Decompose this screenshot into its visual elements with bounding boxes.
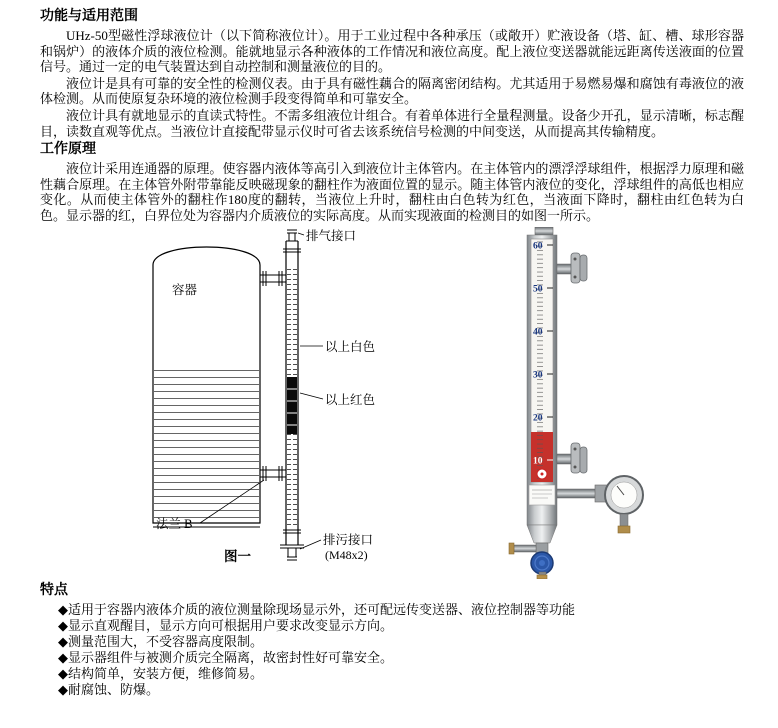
scale-number-10: 10 xyxy=(533,456,543,467)
figure2-product-photo xyxy=(502,227,672,579)
label-white-above: 以上白色 xyxy=(325,339,376,354)
paragraph-intro-1: UHz-50型磁性浮球液位计（以下简称液位计）。用于工业过程中各种承压（或敞开）贮液设备（塔、缸、槽、球形容器和锅炉）的液体介质的液位检测。能就地显示各种液体的工作情况和液位高度。配上液位变送器就能远距离传送液面的位置信号。通过一定的电气装置达到自动控制和测量液位的目的。 xyxy=(40,28,744,75)
vessel-drawing xyxy=(153,247,260,527)
bottom-nozzle xyxy=(260,466,286,481)
scale-number-60: 60 xyxy=(533,241,543,252)
section-heading-working-principle: 工作原理 xyxy=(40,142,96,158)
gauge-tube-drawing xyxy=(280,230,304,560)
features-list xyxy=(40,602,744,698)
label-exhaust-port: 排气接口 xyxy=(306,228,357,243)
paragraph-principle: 液位计采用连通器的原理。使容器内液体等高引入到液位计主体管内。在主体管内的漂浮浮球组件，根据浮力原理和磁性藕合原理。在主体管外附带靠能反映磁现象的翻柱作为液面位置的显示。随主体管内液位的变化，浮球组件的高低也相应变化。从而使主体管外的翻柱作180度的翻转，当液位上升时，翻柱由白色转为红色，当液面下降时，翻柱由红色转为白色。显示器的红，白界位处为容器内介质液位的实际高度。从而实现液面的检测目的如图一所示。 xyxy=(40,161,744,223)
feature-item: ◆测量范围大，不受容器高度限制。 xyxy=(58,633,263,649)
nameplate xyxy=(529,485,555,505)
feature-item: ◆显示器组件与被测介质完全隔离，故密封性好可靠安全。 xyxy=(58,649,393,665)
feature-item: ◆显示直观醒目，显示方向可根据用户要求改变显示方向。 xyxy=(58,617,393,633)
label-vessel: 容器 xyxy=(172,282,198,297)
lower-process-flange xyxy=(557,443,587,473)
paragraph-intro-3: 液位计具有就地显示的直读式特性。不需多组液位计组合。有着单体进行全量程测量。设备少开孔，显示清晰，标志醒目，读数直观等优点。当液位计直接配带显示仪时可省去该系统信号检测的中间变送，从而提高其传输精度。 xyxy=(40,107,744,139)
figure1-line-drawing xyxy=(148,227,438,579)
section-heading-features: 特点 xyxy=(40,582,68,598)
top-nozzle xyxy=(260,271,286,286)
label-flange-b: 法兰 B xyxy=(156,516,193,531)
label-red-above: 以上红色 xyxy=(325,392,376,407)
feature-item: ◆耐腐蚀、防爆。 xyxy=(58,681,159,697)
scale-number-50: 50 xyxy=(533,284,543,295)
scale-number-20: 20 xyxy=(533,413,543,424)
feature-item: ◆结构简单，安装方便，维修简易。 xyxy=(58,665,263,681)
scale-strip xyxy=(531,239,553,482)
figure1-caption: 图一 xyxy=(224,548,251,564)
label-drain-port: 排污接口 xyxy=(323,532,374,547)
label-drain-spec: (M48x2) xyxy=(325,547,368,562)
upper-process-flange xyxy=(557,253,587,283)
scale-number-30: 30 xyxy=(533,370,543,381)
bottom-valve-assembly xyxy=(509,525,557,579)
paragraph-intro-2: 液位计是具有可靠的安全性的检测仪表。由于具有磁性藕合的隔离密闭结构。尤其适用于易燃易爆和腐蚀有毒液位的液体检测。从而使原复杂环境的液位检测手段变得简单和可靠安全。 xyxy=(40,75,744,107)
section-heading-function-scope: 功能与适用范围 xyxy=(40,9,138,24)
figures-row xyxy=(40,227,744,579)
feature-item: ◆适用于容器内液体介质的液位测量除现场显示外，还可配远传变送器、液位控制器等功能 xyxy=(58,601,575,617)
liquid-hatch xyxy=(154,365,259,522)
transmitter-gauge xyxy=(557,476,643,533)
scale-number-40: 40 xyxy=(533,327,543,338)
